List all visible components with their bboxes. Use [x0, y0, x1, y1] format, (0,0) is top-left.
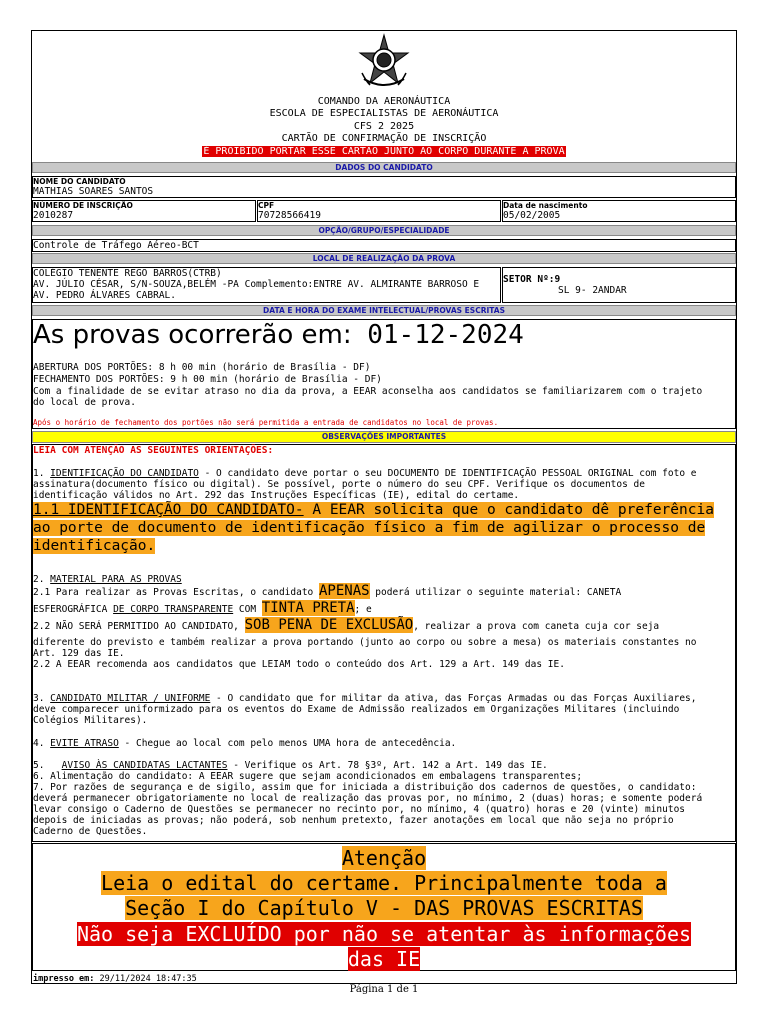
printed-label: impresso em:	[33, 974, 95, 984]
item2-title: MATERIAL PARA AS PROVAS	[50, 574, 182, 585]
item5-text: - Verifique os Art. 78 §3º, Art. 142 a Art. 149 das IE.	[227, 760, 548, 771]
item2-1-part-e: ; e	[354, 604, 372, 615]
header-line-3: CFS 2 2025	[353, 121, 415, 132]
item2-1-part-b: poderá utilizar o seguinte material: CANETA	[369, 587, 622, 598]
item2-2-sob-pena: SOB PENA DE EXCLUSÃO	[244, 617, 414, 633]
item5-number: 5.	[33, 760, 62, 771]
printed-at: 29/11/2024 18:47:35	[99, 974, 197, 984]
item6: 6. Alimentação do candidato: A EEAR sugere que sejam acondicionados em embalagens transparentes;	[33, 771, 583, 782]
item2-1-tinta-preta: TINTA PRETA	[261, 600, 355, 616]
setor-box	[502, 267, 736, 303]
item1-1-line-3: identificação.	[33, 538, 156, 554]
header-line-2: ESCOLA DE ESPECIALISTAS DE AERONÁUTICA	[269, 108, 499, 119]
item1-line-3: identificação válidos no Art. 292 das Instruções Específicas (IE), edital do certame.	[33, 490, 520, 501]
location-line-2: AV. JÚLIO CÉSAR, S/N-SOUZA,BELÉM -PA Complemento:ENTRE AV. ALMIRANTE BARROSO E	[33, 279, 480, 290]
item2-1-part-c: ESFEROGRÁFICA	[33, 604, 114, 615]
insc-box	[32, 200, 256, 222]
cpf-value: 70728566419	[258, 210, 321, 221]
item2-2-part-b: , realizar a prova com caneta cuja cor seja	[413, 621, 660, 632]
cpf-box	[257, 200, 501, 222]
item4-text: - Chegue ao local com pelo menos UMA hora de antecedência.	[118, 738, 457, 749]
item1-line-2: assinatura(documento físico ou digital). Se possível, porte o número do seu CPF. Verifique os documentos de	[33, 479, 645, 490]
insc-label: NÚMERO DE INSCRIÇÃO	[33, 201, 133, 210]
section-bar-local: LOCAL DE REALIZAÇÃO DA PROVA	[32, 253, 736, 264]
attention-line-4: das IE	[347, 947, 421, 971]
page-number: Página 1 de 1	[349, 984, 419, 995]
birth-box	[502, 200, 736, 222]
item2-2-part-a: 2.2 NÃO SERÁ PERMITIDO AO CANDIDATO,	[33, 621, 245, 632]
obs-intro: LEIA COM ATENÇÃO AS SEGUINTES ORIENTAÇÕES:	[33, 445, 274, 456]
item7-line-1: 7. Por razões de segurança e de sigilo, assim que for iniciada a distribuição dos cadernos de questões, o candidato:	[33, 782, 697, 793]
item3-line-1: - O candidato que for militar da ativa, das Forças Armadas ou das Forças Auxiliares,	[210, 693, 697, 704]
item7-line-3: levar consigo o Caderno de Questões se permanecer no recinto por, no mínimo, 4 (quatro) horas e 20 (vinte) minutos	[33, 804, 686, 815]
item4-title: EVITE ATRASO	[50, 738, 119, 749]
item1-1-title: 1.1 IDENTIFICAÇÃO DO CANDIDATO-	[33, 502, 304, 518]
section-bar-data-hora: DATA E HORA DO EXAME INTELECTUAL/PROVAS ESCRITAS	[32, 305, 736, 316]
section-bar-opcao: OPÇÃO/GRUPO/ESPECIALIDADE	[32, 225, 736, 236]
advice-line-1: Com a finalidade de se evitar atraso no dia da prova, a EEAR aconselha aos candidatos se familiarizarem com o trajeto	[33, 386, 703, 397]
candidate-name: MATHIAS SOARES SANTOS	[33, 186, 154, 197]
sala-value: SL 9- 2ANDAR	[558, 285, 627, 296]
warning-banner: É PROIBIDO PORTAR ESSE CARTÃO JUNTO AO CORPO DURANTE A PROVA	[203, 146, 565, 157]
attention-line-1: Leia o edital do certame. Principalmente toda a	[101, 871, 667, 895]
section-bar-obs: OBSERVAÇÕES IMPORTANTES	[32, 431, 736, 443]
location-line-1: COLÉGIO TENENTE REGO BARROS(CTRB)	[33, 268, 222, 279]
item2-1-part-d: COM	[233, 604, 262, 615]
location-line-3: AV. PEDRO ÁLVARES CABRAL.	[33, 290, 176, 301]
item5-title: AVISO ÀS CANDIDATAS LACTANTES	[61, 760, 228, 771]
item3-line-2: deve comparecer uniformizado para os eventos do Exame de Admissão realizados em Organizações Militares (incluindo	[33, 704, 680, 715]
header-line-1: COMANDO DA AERONÁUTICA	[317, 96, 451, 107]
item7-line-4: depois de iniciadas as provas; não poderá, sob nenhum pretexto, fazer anotações em local que não seja no próprio	[33, 815, 674, 826]
insc-value: 2010287	[33, 210, 74, 221]
section-bar-dados: DADOS DO CANDIDATO	[32, 162, 736, 173]
name-box	[32, 176, 736, 198]
location-box	[32, 267, 501, 303]
attention-line-2: Seção I do Capítulo V - DAS PROVAS ESCRITAS	[125, 896, 643, 920]
item2-1-apenas: APENAS	[318, 583, 370, 599]
item2-2-line-2: diferente do previsto e também realizar a prova portando (junto ao corpo ou sobre a mesa) os materiais constantes no	[33, 637, 697, 648]
item1-1-line-1: A EEAR solicita que o candidato dê preferência	[303, 502, 714, 518]
item3-title: CANDIDATO MILITAR / UNIFORME	[50, 693, 211, 704]
item2-2b: 2.2 A EEAR recomenda aos candidatos que LEIAM todo o conteúdo dos Art. 129 a Art. 149 das IE.	[33, 659, 565, 670]
header-line-4: CARTÃO DE CONFIRMAÇÃO DE INSCRIÇÃO	[281, 133, 487, 144]
item1-title: IDENTIFICAÇÃO DO CANDIDATO	[50, 468, 199, 479]
exam-date: 01-12-2024	[367, 320, 524, 350]
birth-label: Data de nascimento	[503, 201, 588, 210]
item1-number: 1.	[33, 468, 51, 479]
setor-value: SETOR Nº:9	[503, 274, 561, 285]
attention-title: Atenção	[341, 846, 427, 870]
cpf-label: CPF	[258, 201, 275, 210]
item7-line-5: Caderno de Questões.	[33, 826, 148, 837]
item3-line-3: Colégios Militares).	[33, 715, 148, 726]
item4-number: 4.	[33, 738, 51, 749]
item1-1-line-2: ao porte de documento de identificação físico a fim de agilizar o processo de	[33, 520, 706, 536]
coat-of-arms-emblem	[356, 33, 412, 91]
item2-1-part-a: 2.1 Para realizar as Provas Escritas, o candidato	[33, 587, 319, 598]
exam-title-prefix: As provas ocorrerão em:	[33, 320, 352, 350]
item1-line-1: - O candidato deve portar o seu DOCUMENTO DE IDENTIFICAÇÃO PESSOAL ORIGINAL com foto e	[198, 468, 697, 479]
gates-open: ABERTURA DOS PORTÕES: 8 h 00 min (horário de Brasília - DF)	[33, 362, 371, 373]
birth-value: 05/02/2005	[503, 210, 561, 221]
option-box	[32, 239, 736, 252]
attention-line-3: Não seja EXCLUÍDO por não se atentar às informações	[76, 922, 692, 946]
late-notice: Após o horário de fechamento dos portões não será permitida a entrada de candidatos no local de provas.	[33, 418, 499, 427]
item7-line-2: deverá permanecer obrigatoriamente no local de realização das provas por, no mínimo, 2 (duas) horas; e somente poderá	[33, 793, 703, 804]
name-label: NOME DO CANDIDATO	[33, 177, 126, 186]
item2-number: 2.	[33, 574, 51, 585]
advice-line-2: do local de prova.	[33, 397, 136, 408]
item3-number: 3.	[33, 693, 51, 704]
gates-close: FECHAMENTO DOS PORTÕES: 9 h 00 min (horário de Brasília - DF)	[33, 374, 382, 385]
item2-1-corpo-transparente: DE CORPO TRANSPARENTE	[113, 604, 234, 615]
item2-2-line-3: Art. 129 das IE.	[33, 648, 125, 659]
option-value: Controle de Tráfego Aéreo-BCT	[33, 240, 199, 251]
